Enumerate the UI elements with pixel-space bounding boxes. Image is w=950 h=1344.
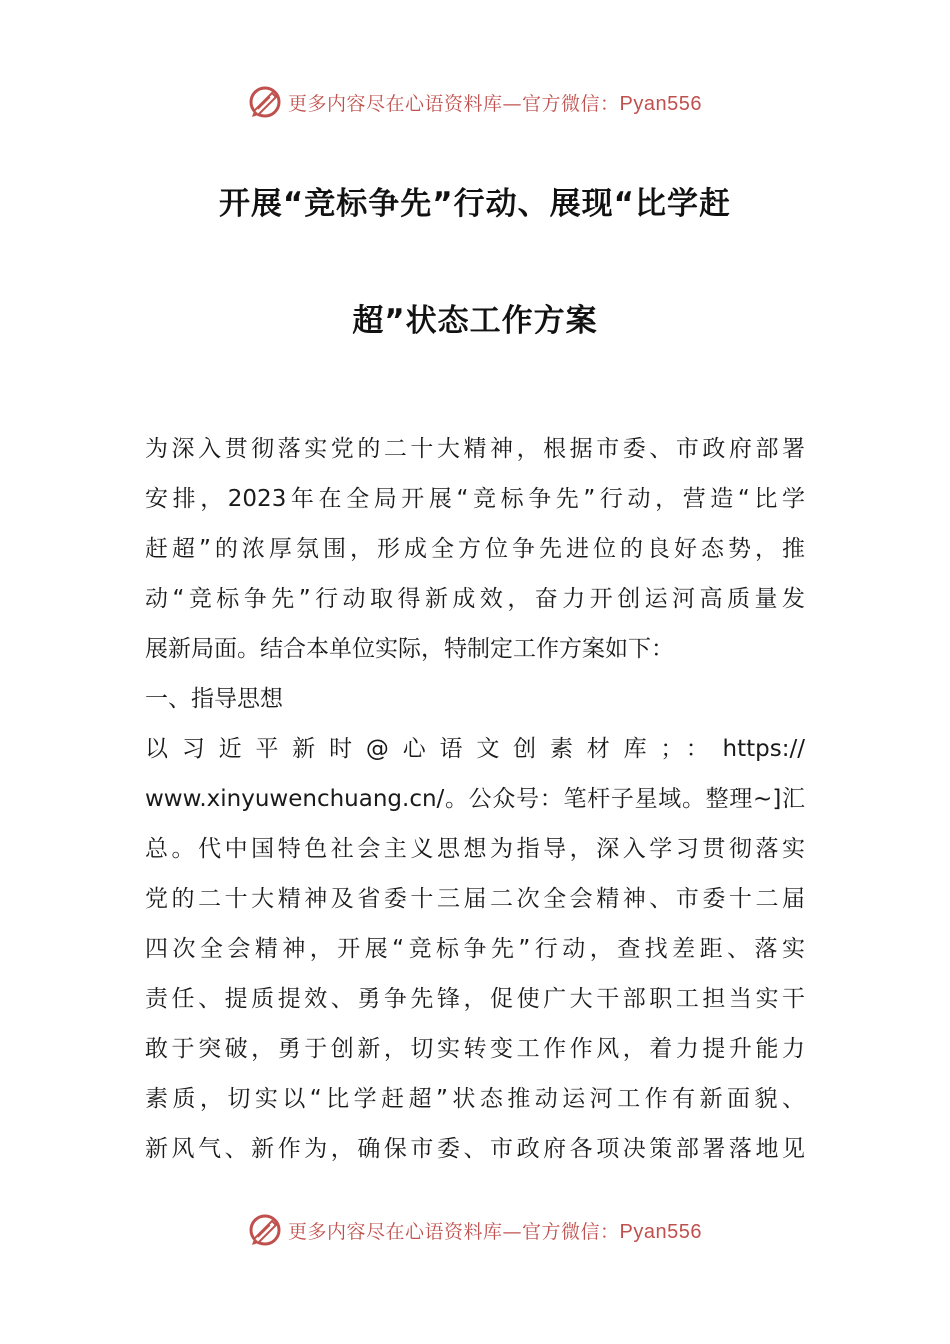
body-line: 新风气、新作为，确保市委、市政府各项决策部署落地见 bbox=[145, 1136, 805, 1162]
body-line: 为深入贯彻落实党的二十大精神，根据市委、市政府部署 bbox=[145, 436, 805, 462]
body-line: 党的二十大精神及省委十三届二次全会精神、市委十二届 bbox=[145, 886, 805, 912]
section-heading: 一、指导思想 bbox=[145, 686, 283, 712]
body-line: 素质，切实以“比学赶超”状态推动运河工作有新面貌、 bbox=[145, 1086, 805, 1112]
document-title-line-2: 超”状态工作方案 bbox=[352, 303, 598, 339]
header-watermark-banner bbox=[0, 82, 950, 122]
body-line: 总。代中国特色社会主义思想为指导，深入学习贯彻落实 bbox=[145, 836, 805, 862]
pen-nib-logo-icon bbox=[248, 85, 282, 119]
body-line: 敢于突破，勇于创新，切实转变工作作风，着力提升能力 bbox=[145, 1036, 805, 1062]
document-title-line-1: 开展“竞标争先”行动、展现“比学赶 bbox=[218, 186, 732, 222]
footer-watermark-text: 更多内容尽在心语资料库—官方微信：Pyan556 bbox=[288, 1220, 702, 1243]
body-line: 四次全会精神，开展“竞标争先”行动，查找差距、落实 bbox=[145, 936, 805, 962]
footer-watermark-banner bbox=[0, 1210, 950, 1250]
body-line: www.xinyuwenchuang.cn/。公众号：笔杆子星域。整理~]汇 bbox=[145, 786, 805, 812]
header-watermark-text: 更多内容尽在心语资料库—官方微信：Pyan556 bbox=[288, 92, 702, 115]
body-line: 以习近平新时@心语文创素材库；：https:// bbox=[145, 736, 805, 762]
body-line: 展新局面。结合本单位实际，特制定工作方案如下： bbox=[145, 636, 674, 662]
pen-nib-logo-icon bbox=[248, 1213, 282, 1247]
body-line: 安排，2023年在全局开展“竞标争先”行动，营造“比学 bbox=[145, 486, 805, 512]
body-line: 赶超”的浓厚氛围，形成全方位争先进位的良好态势，推 bbox=[145, 536, 805, 562]
body-line: 责任、提质提效、勇争先锋，促使广大干部职工担当实干 bbox=[145, 986, 805, 1012]
body-line: 动“竞标争先”行动取得新成效，奋力开创运河高质量发 bbox=[145, 586, 805, 612]
